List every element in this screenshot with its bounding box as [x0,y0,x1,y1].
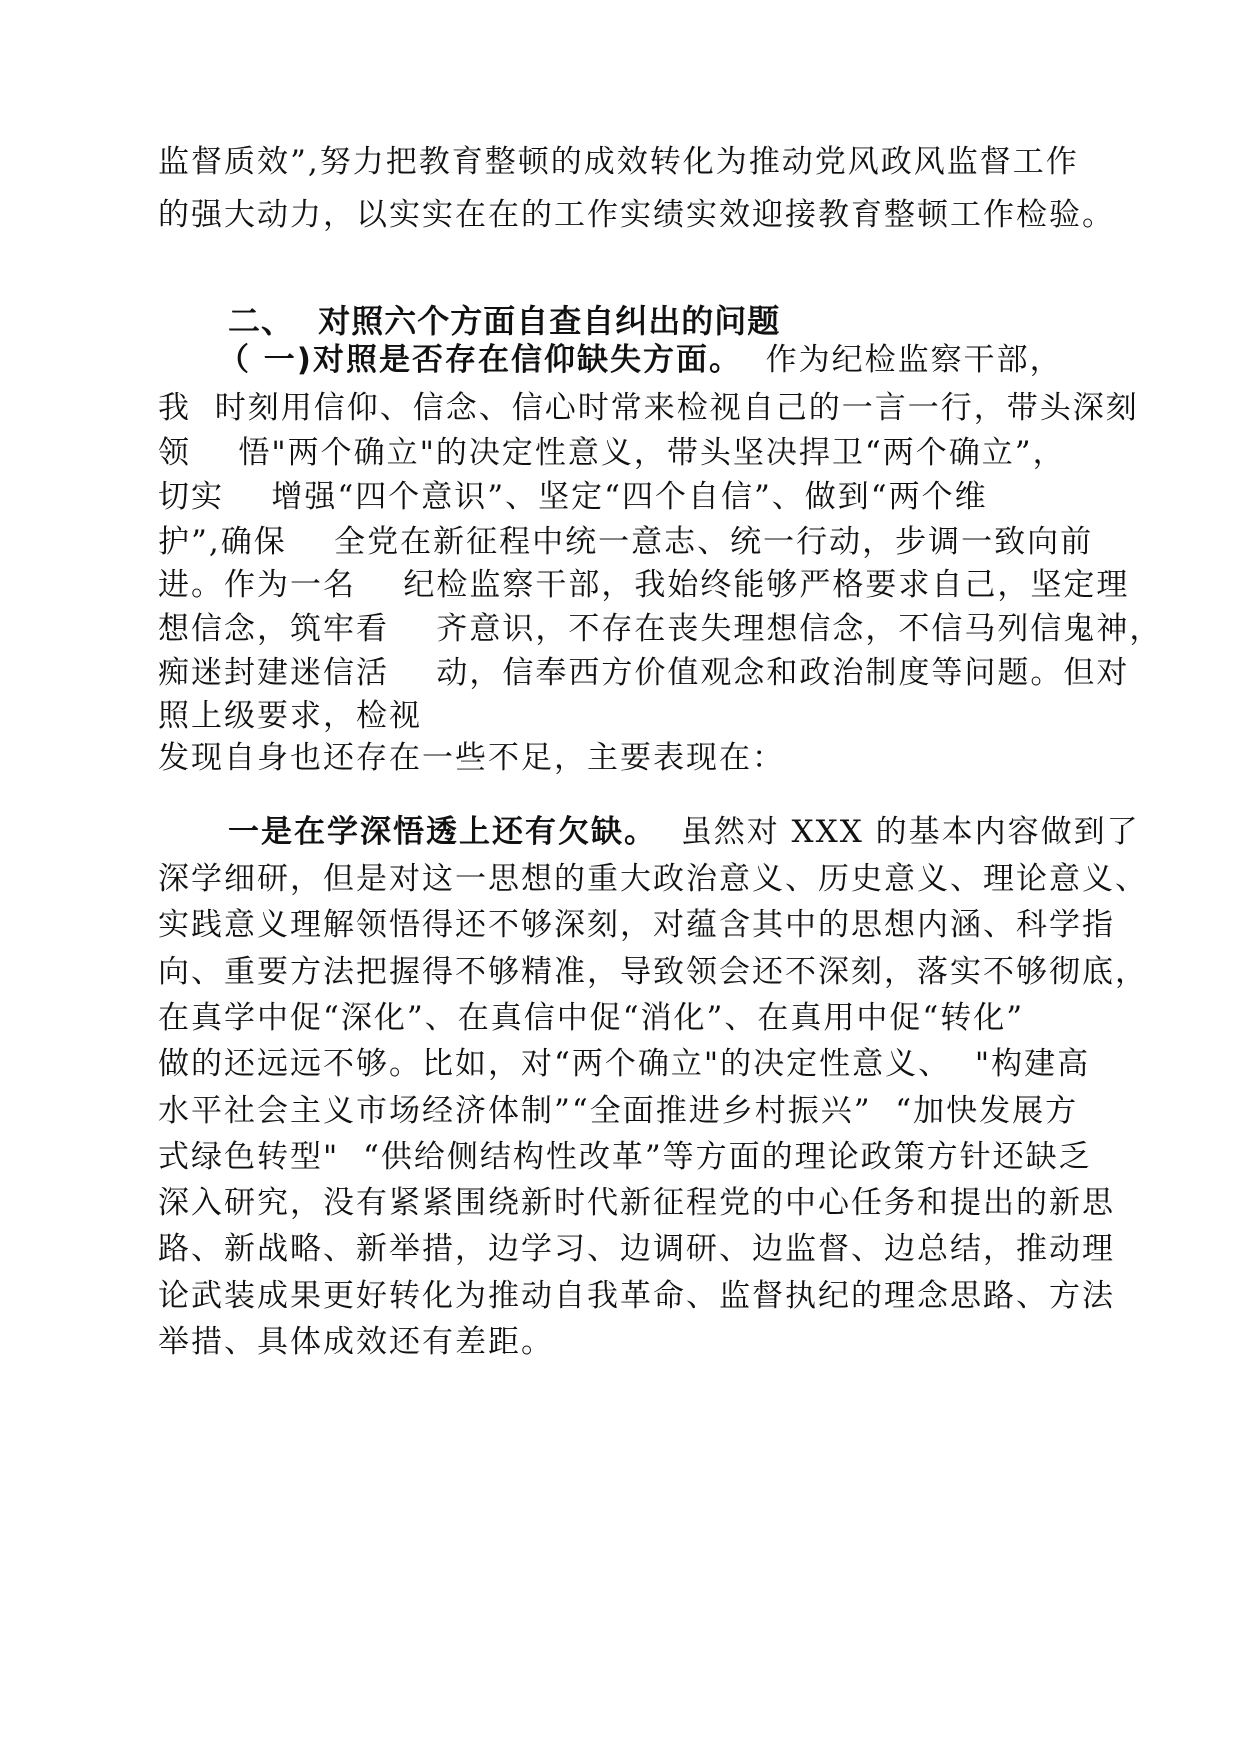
point1-lead-bold: 一是在学深悟透上还有欠缺。 [228,814,657,850]
point1-line: 深入研究，没有紧紧围绕新时代新征程党的中心任务和提出的新思 [158,1185,1115,1221]
point1-lead-rest: 虽然对 XXX 的基本内容做到了 [657,814,1140,850]
point1-line: 深学细研，但是对这一思想的重大政治意义、历史意义、理论意义、 [158,861,1148,897]
subsection1-line: 领 悟"两个确立"的决定性意义，带头坚决捍卫“两个确立”， [158,435,1066,471]
subsection1-line: 切实 增强“四个意识”、坚定“四个自信”、做到“两个维 [158,479,988,515]
intro-line-1: 监督质效”,努力把教育整顿的成效转化为推动党风政风监督工作 [158,144,1079,180]
point1-line: 式绿色转型" “供给侧结构性改革”等方面的理论政策方针还缺乏 [158,1139,1092,1175]
subsection1-line: 发现自身也还存在一些不足，主要表现在： [158,740,785,776]
point1-line: 举措、具体成效还有差距。 [158,1324,554,1360]
subsection1-line: 照上级要求，检视 [158,698,422,734]
subsection1-line: 想信念，筑牢看 齐意识，不存在丧失理想信念，不信马列信鬼神， [158,611,1163,647]
point1-line: 做的还远远不够。比如，对“两个确立"的决定性意义、 "构建高 [158,1046,1091,1082]
point1-line: 路、新战略、新举措，边学习、边调研、边监督、边总结，推动理 [158,1231,1115,1267]
subsection1-line: 护”,确保 全党在新征程中统一意志、统一行动，步调一致向前 [158,524,1094,560]
subsection1-lead-rest: 作为纪检监察干部， [741,342,1063,378]
point1-line: 在真学中促“深化”、在真信中促“消化”、在真用中促“转化” [158,1000,1025,1036]
point1-line: 向、重要方法把握得不够精准，导致领会还不深刻，落实不够彻底， [158,954,1148,990]
subsection1-line: 痴迷封建迷信活 动，信奉西方价值观念和政治制度等问题。但对 [158,655,1130,691]
intro-line-2: 的强大动力，以实实在在的工作实绩实效迎接教育整顿工作检验。 [158,197,1115,233]
point1-line: 实践意义理解领悟得还不够深刻，对蕴含其中的思想内涵、科学指 [158,907,1115,943]
point1-lead [228,812,1140,852]
subsection1-lead [218,340,1063,380]
point1-line: 水平社会主义市场经济体制”“全面推进乡村振兴” “加快发展方 [158,1093,1079,1129]
subsection1-line: 进。作为一名 纪检监察干部，我始终能够严格要求自己，坚定理 [158,567,1130,603]
section-heading: 二、 对照六个方面自查自纠出的问题 [228,302,781,340]
point1-line: 论武装成果更好转化为推动自我革命、监督执纪的理念思路、方法 [158,1278,1115,1314]
subsection1-line: 我 时刻用信仰、信念、信心时常来检视自己的一言一行，带头深刻 [158,390,1139,426]
subsection1-lead-bold: （ 一)对照是否存在信仰缺失方面。 [218,342,742,378]
